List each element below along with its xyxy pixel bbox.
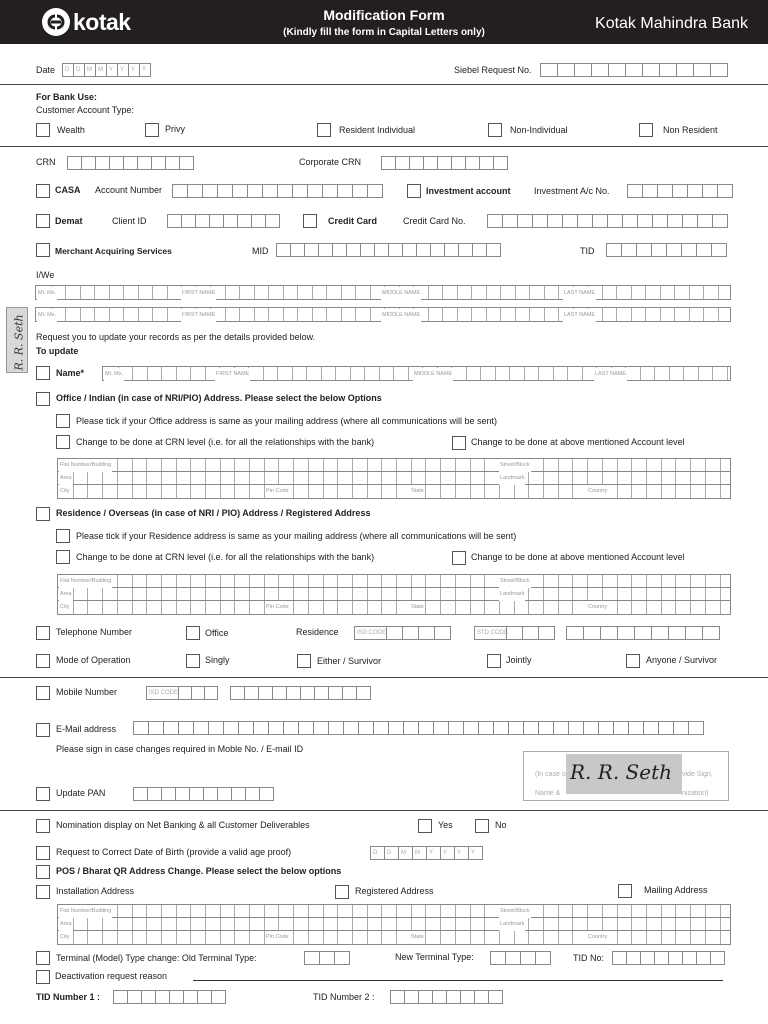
email-cell[interactable] bbox=[388, 721, 404, 735]
cell-divider bbox=[544, 286, 545, 299]
date-cell[interactable]: Y bbox=[128, 63, 140, 77]
cell-divider bbox=[553, 367, 554, 380]
telephone-label: Telephone Number bbox=[56, 627, 133, 637]
email-cell[interactable] bbox=[643, 721, 659, 735]
office-phone-label: Office bbox=[205, 628, 229, 638]
cell-divider bbox=[480, 367, 481, 380]
date-input[interactable] bbox=[62, 63, 150, 77]
cell-divider bbox=[94, 308, 95, 321]
form-title: Modification Form bbox=[323, 7, 445, 23]
cell-divider bbox=[326, 286, 327, 299]
non-individual-checkbox[interactable] bbox=[488, 123, 502, 137]
cell-divider bbox=[364, 367, 365, 380]
singly-checkbox[interactable] bbox=[186, 654, 200, 668]
cell-divider bbox=[408, 367, 409, 380]
cell-divider bbox=[645, 286, 646, 299]
email-cell[interactable] bbox=[598, 721, 614, 735]
bank-name: Kotak Mahindra Bank bbox=[595, 15, 748, 32]
pos-title: POS / Bharat QR Address Change. Please select the below options bbox=[56, 866, 342, 876]
cell-divider bbox=[292, 367, 293, 380]
account-number-label: Account Number bbox=[95, 185, 163, 195]
siebel-label: Siebel Request No. bbox=[454, 65, 532, 75]
cell-divider bbox=[509, 367, 510, 380]
email-cell[interactable] bbox=[313, 721, 329, 735]
cell-divider bbox=[703, 286, 704, 299]
email-cell[interactable] bbox=[448, 721, 464, 735]
singly-label: Singly bbox=[205, 655, 230, 665]
cell-divider bbox=[138, 308, 139, 321]
date-cell[interactable]: M bbox=[84, 63, 96, 77]
casa-checkbox[interactable] bbox=[36, 184, 50, 198]
installation-address-label: Installation Address bbox=[56, 886, 135, 896]
office-same-mailing-checkbox[interactable] bbox=[56, 414, 70, 428]
cell-divider bbox=[263, 367, 264, 380]
nomination-yes-checkbox[interactable] bbox=[418, 819, 432, 833]
office-crn-level-checkbox[interactable] bbox=[56, 435, 70, 449]
either-survivor-checkbox[interactable] bbox=[297, 654, 311, 668]
dob-checkbox[interactable] bbox=[36, 846, 50, 860]
dob-label: Request to Correct Date of Birth (provide a valid age proof) bbox=[56, 847, 292, 857]
tid-input[interactable] bbox=[606, 243, 726, 257]
office-address-checkbox[interactable] bbox=[36, 392, 50, 406]
cell-divider bbox=[65, 308, 66, 321]
office-account-level-label: Change to be done at above mentioned Account level bbox=[471, 437, 685, 447]
cell-divider bbox=[132, 367, 133, 380]
cell-divider bbox=[306, 367, 307, 380]
cell-divider bbox=[109, 286, 110, 299]
cell-divider bbox=[645, 308, 646, 321]
email-cell[interactable] bbox=[223, 721, 239, 735]
cell-divider bbox=[341, 286, 342, 299]
phone-isd-input[interactable]: ISD CODE bbox=[354, 626, 450, 640]
tid-number-1-input[interactable] bbox=[113, 990, 225, 1004]
cell-divider bbox=[471, 286, 472, 299]
office-same-mailing-label: Please tick if your Office address is same as your mailing address (where all communications will be sent) bbox=[76, 416, 498, 426]
cell-divider bbox=[698, 367, 699, 380]
wealth-label: Wealth bbox=[57, 125, 85, 135]
residence-address-checkbox[interactable] bbox=[36, 507, 50, 521]
non-resident-checkbox[interactable] bbox=[639, 123, 653, 137]
divider bbox=[0, 677, 768, 678]
cell-divider bbox=[94, 286, 95, 299]
email-cell[interactable] bbox=[328, 721, 344, 735]
anyone-survivor-checkbox[interactable] bbox=[626, 654, 640, 668]
applicant-1-name-input[interactable]: Mr. Ms. FIRST NAME MIDDLE NAME LAST NAME bbox=[35, 285, 731, 300]
credit-card-checkbox[interactable] bbox=[303, 214, 317, 228]
email-cell[interactable] bbox=[493, 721, 509, 735]
cell-divider bbox=[442, 308, 443, 321]
cell-divider bbox=[486, 308, 487, 321]
investment-account-label: Investment account bbox=[426, 186, 511, 196]
siebel-input[interactable] bbox=[540, 63, 727, 77]
jointly-checkbox[interactable] bbox=[487, 654, 501, 668]
email-cell[interactable] bbox=[178, 721, 194, 735]
email-label: E-Mail address bbox=[56, 724, 117, 734]
date-label: Date bbox=[36, 65, 56, 75]
pan-input[interactable] bbox=[133, 787, 273, 801]
cell-divider bbox=[123, 308, 124, 321]
email-cell[interactable] bbox=[523, 721, 539, 735]
cell-divider bbox=[205, 367, 206, 380]
cell-divider bbox=[558, 308, 559, 321]
cell-divider bbox=[640, 367, 641, 380]
investment-no-input[interactable] bbox=[627, 184, 732, 198]
account-number-input[interactable] bbox=[172, 184, 382, 198]
name-checkbox[interactable] bbox=[36, 366, 50, 380]
cell-divider bbox=[254, 286, 255, 299]
investment-no-label: Investment A/c No. bbox=[534, 186, 610, 196]
date-cell[interactable]: D bbox=[62, 63, 74, 77]
client-id-label: Client ID bbox=[112, 216, 147, 226]
residence-address-grid[interactable]: Flat Number/Building Street/Block Area Landmark City Pin Code State Country bbox=[57, 574, 731, 615]
cell-divider bbox=[123, 286, 124, 299]
residence-address-title: Residence / Overseas (in case of NRI / PIO) Address / Registered Address bbox=[56, 508, 371, 518]
terminal-type-checkbox[interactable] bbox=[36, 951, 50, 965]
iwe-label: I/We bbox=[36, 270, 55, 280]
mobile-label: Mobile Number bbox=[56, 687, 118, 697]
email-cell[interactable] bbox=[373, 721, 389, 735]
cell-divider bbox=[393, 367, 394, 380]
residence-crn-level-label: Change to be done at CRN level (i.e. for all the relationships with the bank) bbox=[76, 552, 375, 562]
cell-divider bbox=[321, 367, 322, 380]
cell-divider bbox=[674, 308, 675, 321]
cell-divider bbox=[152, 308, 153, 321]
email-cell[interactable] bbox=[268, 721, 284, 735]
residence-same-mailing-checkbox[interactable] bbox=[56, 529, 70, 543]
email-cell[interactable] bbox=[418, 721, 434, 735]
email-cell[interactable] bbox=[553, 721, 569, 735]
cell-divider bbox=[326, 308, 327, 321]
merchant-checkbox[interactable] bbox=[36, 243, 50, 257]
cell-divider bbox=[660, 286, 661, 299]
cell-divider bbox=[268, 286, 269, 299]
cell-divider bbox=[466, 367, 467, 380]
nomination-checkbox[interactable] bbox=[36, 819, 50, 833]
cell-divider bbox=[471, 308, 472, 321]
office-address-title: Office / Indian (in case of NRI/PIO) Address. Please select the below Options bbox=[56, 393, 382, 403]
cell-divider bbox=[669, 367, 670, 380]
nomination-no-checkbox[interactable] bbox=[475, 819, 489, 833]
office-crn-level-label: Change to be done at CRN level (i.e. for all the relationships with the bank) bbox=[76, 437, 375, 447]
cell-divider bbox=[616, 308, 617, 321]
privy-checkbox[interactable] bbox=[145, 123, 159, 137]
residence-account-level-label: Change to be done at above mentioned Account level bbox=[471, 552, 685, 562]
pos-checkbox[interactable] bbox=[36, 865, 50, 879]
cell-divider bbox=[283, 308, 284, 321]
cell-divider bbox=[268, 308, 269, 321]
update-pan-checkbox[interactable] bbox=[36, 787, 50, 801]
email-cell[interactable] bbox=[688, 721, 704, 735]
registered-address-checkbox[interactable] bbox=[335, 885, 349, 899]
cell-divider bbox=[379, 367, 380, 380]
email-cell[interactable] bbox=[253, 721, 269, 735]
date-cell[interactable]: Y bbox=[139, 63, 151, 77]
cell-divider bbox=[65, 286, 66, 299]
cell-divider bbox=[500, 286, 501, 299]
demat-label: Demat bbox=[55, 216, 83, 226]
cell-divider bbox=[147, 367, 148, 380]
cell-divider bbox=[567, 367, 568, 380]
cell-divider bbox=[457, 308, 458, 321]
dob-input[interactable]: D D M M Y Y Y Y bbox=[370, 846, 482, 860]
cell-divider bbox=[529, 308, 530, 321]
side-signature-image: R. R. Seth bbox=[6, 307, 28, 373]
cell-divider bbox=[703, 308, 704, 321]
sign-note: Please sign in case changes required in Moble No. / E-mail ID bbox=[56, 744, 304, 754]
cell-divider bbox=[283, 286, 284, 299]
cell-divider bbox=[631, 286, 632, 299]
new-terminal-type-input[interactable] bbox=[490, 951, 550, 965]
cell-divider bbox=[654, 367, 655, 380]
tid-no-label: TID No: bbox=[573, 953, 605, 963]
cell-divider bbox=[538, 367, 539, 380]
deactivation-label: Deactivation request reason bbox=[55, 971, 168, 981]
office-address-grid[interactable]: Flat Number/Building Street/Block Area Landmark City Pin Code State Country bbox=[57, 458, 731, 499]
residence-phone-label: Residence bbox=[296, 627, 339, 637]
crn-label: CRN bbox=[36, 157, 56, 167]
divider bbox=[0, 146, 768, 147]
email-cell[interactable] bbox=[163, 721, 179, 735]
tid-number-2-input[interactable] bbox=[390, 990, 502, 1004]
date-cell[interactable]: Y bbox=[106, 63, 118, 77]
cell-divider bbox=[674, 286, 675, 299]
mobile-checkbox[interactable] bbox=[36, 686, 50, 700]
cell-divider bbox=[341, 308, 342, 321]
email-cell[interactable] bbox=[283, 721, 299, 735]
email-cell[interactable] bbox=[583, 721, 599, 735]
cell-divider bbox=[495, 367, 496, 380]
date-cell[interactable]: M bbox=[95, 63, 107, 77]
email-cell[interactable] bbox=[358, 721, 374, 735]
cell-divider bbox=[239, 308, 240, 321]
cell-divider bbox=[225, 308, 226, 321]
jointly-label: Jointly bbox=[506, 655, 532, 665]
mid-input[interactable] bbox=[276, 243, 500, 257]
merchant-label: Merchant Acquiring Services bbox=[55, 246, 172, 256]
cell-divider bbox=[277, 367, 278, 380]
form-subtitle: (Kindly fill the form in Capital Letters only) bbox=[283, 27, 485, 38]
cell-divider bbox=[239, 286, 240, 299]
residence-crn-level-checkbox[interactable] bbox=[56, 550, 70, 564]
cell-divider bbox=[582, 367, 583, 380]
terminal-type-label: Terminal (Model) Type change: Old Terminal Type: bbox=[56, 953, 257, 963]
wealth-checkbox[interactable] bbox=[36, 123, 50, 137]
request-text: Request you to update your records as per the details provided below. bbox=[36, 332, 316, 342]
tid-label: TID bbox=[580, 246, 595, 256]
cell-divider bbox=[312, 286, 313, 299]
old-terminal-type-input[interactable] bbox=[304, 951, 349, 965]
corporate-crn-input[interactable] bbox=[381, 156, 507, 170]
cell-divider bbox=[602, 308, 603, 321]
cell-divider bbox=[442, 286, 443, 299]
credit-card-label: Credit Card bbox=[328, 216, 378, 226]
update-pan-label: Update PAN bbox=[56, 788, 106, 798]
office-account-level-checkbox[interactable] bbox=[452, 436, 466, 450]
mobile-isd-input[interactable]: ISD CODE bbox=[146, 686, 217, 700]
privy-label: Privy bbox=[165, 124, 185, 134]
office-phone-checkbox[interactable] bbox=[186, 626, 200, 640]
mode-of-operation-label: Mode of Operation bbox=[56, 655, 131, 665]
to-update-label: To update bbox=[36, 346, 79, 356]
registered-address-label: Registered Address bbox=[355, 886, 434, 896]
cell-divider bbox=[529, 286, 530, 299]
new-terminal-type-label: New Terminal Type: bbox=[395, 952, 474, 962]
cell-divider bbox=[660, 308, 661, 321]
divider bbox=[0, 810, 768, 811]
cell-divider bbox=[355, 308, 356, 321]
credit-card-no-input[interactable] bbox=[487, 214, 727, 228]
cell-divider bbox=[167, 286, 168, 299]
non-resident-label: Non Resident bbox=[663, 125, 718, 135]
date-cell[interactable]: D bbox=[73, 63, 85, 77]
cell-divider bbox=[616, 286, 617, 299]
cell-divider bbox=[80, 286, 81, 299]
cell-divider bbox=[161, 367, 162, 380]
cell-divider bbox=[544, 308, 545, 321]
cell-divider bbox=[350, 367, 351, 380]
cell-divider bbox=[312, 308, 313, 321]
mailing-address-label: Mailing Address bbox=[644, 885, 708, 895]
cell-divider bbox=[109, 308, 110, 321]
email-cell[interactable] bbox=[568, 721, 584, 735]
resident-individual-checkbox[interactable] bbox=[317, 123, 331, 137]
cell-divider bbox=[80, 308, 81, 321]
cell-divider bbox=[176, 367, 177, 380]
email-cell[interactable] bbox=[433, 721, 449, 735]
cell-divider bbox=[225, 286, 226, 299]
email-cell[interactable] bbox=[343, 721, 359, 735]
signature-box[interactable]: (In case o vide Sign, Name & nization) R. R. Seth bbox=[523, 751, 729, 801]
email-cell[interactable] bbox=[403, 721, 419, 735]
cell-divider bbox=[524, 367, 525, 380]
cell-divider bbox=[370, 308, 371, 321]
investment-account-checkbox[interactable] bbox=[407, 184, 421, 198]
casa-label: CASA bbox=[55, 185, 81, 195]
mode-of-operation-checkbox[interactable] bbox=[36, 654, 50, 668]
email-cell[interactable] bbox=[298, 721, 314, 735]
email-cell[interactable] bbox=[673, 721, 689, 735]
cell-divider bbox=[370, 286, 371, 299]
email-cell[interactable] bbox=[133, 721, 149, 735]
cell-divider bbox=[727, 367, 728, 380]
cell-divider bbox=[718, 286, 719, 299]
corporate-crn-label: Corporate CRN bbox=[299, 157, 362, 167]
cell-divider bbox=[297, 286, 298, 299]
email-cell[interactable] bbox=[613, 721, 629, 735]
cell-divider bbox=[689, 308, 690, 321]
cell-divider bbox=[486, 286, 487, 299]
anyone-survivor-label: Anyone / Survivor bbox=[646, 655, 718, 665]
mailing-address-checkbox[interactable] bbox=[618, 884, 632, 898]
email-cell[interactable] bbox=[658, 721, 674, 735]
non-individual-label: Non-Individual bbox=[510, 125, 568, 135]
cell-divider bbox=[152, 286, 153, 299]
resident-individual-label: Resident Individual bbox=[339, 125, 416, 135]
cell-divider bbox=[138, 286, 139, 299]
tid-number-1-label: TID Number 1 : bbox=[36, 992, 101, 1002]
cell-divider bbox=[297, 308, 298, 321]
cell-divider bbox=[167, 308, 168, 321]
email-cell[interactable] bbox=[628, 721, 644, 735]
deactivation-reason-line[interactable] bbox=[193, 980, 723, 981]
cell-divider bbox=[515, 286, 516, 299]
bank-use-title: For Bank Use: bbox=[36, 92, 98, 102]
cell-divider bbox=[335, 367, 336, 380]
telephone-checkbox[interactable] bbox=[36, 626, 50, 640]
email-cell[interactable] bbox=[208, 721, 224, 735]
credit-card-no-label: Credit Card No. bbox=[403, 216, 466, 226]
email-cell[interactable] bbox=[478, 721, 494, 735]
email-cell[interactable] bbox=[463, 721, 479, 735]
cell-divider bbox=[355, 286, 356, 299]
brand-name: kotak bbox=[73, 9, 131, 35]
cell-divider bbox=[457, 286, 458, 299]
cell-divider bbox=[718, 308, 719, 321]
account-type-label: Customer Account Type: bbox=[36, 105, 134, 115]
mobile-number-input[interactable] bbox=[230, 686, 370, 700]
crn-input[interactable] bbox=[67, 156, 193, 170]
cell-divider bbox=[631, 308, 632, 321]
cell-divider bbox=[683, 367, 684, 380]
either-survivor-label: Either / Survivor bbox=[317, 656, 382, 666]
email-cell[interactable] bbox=[238, 721, 254, 735]
email-input[interactable] bbox=[133, 721, 703, 735]
name-label: Name* bbox=[56, 368, 85, 378]
phone-number-input[interactable] bbox=[566, 626, 719, 640]
nomination-label: Nomination display on Net Banking & all Customer Deliverables bbox=[56, 820, 310, 830]
cell-divider bbox=[428, 308, 429, 321]
tid-no-input[interactable] bbox=[612, 951, 724, 965]
cell-divider bbox=[500, 308, 501, 321]
residence-account-level-checkbox[interactable] bbox=[452, 551, 466, 565]
residence-same-mailing-label: Please tick if your Residence address is same as your mailing address (where all communications will be sent) bbox=[76, 531, 517, 541]
email-cell[interactable] bbox=[193, 721, 209, 735]
deactivation-checkbox[interactable] bbox=[36, 970, 50, 984]
cell-divider bbox=[515, 308, 516, 321]
installation-address-checkbox[interactable] bbox=[36, 885, 50, 899]
applicant-2-name-input[interactable]: Mr. Ms. FIRST NAME MIDDLE NAME LAST NAME bbox=[35, 307, 731, 322]
nomination-no-label: No bbox=[495, 820, 507, 830]
cell-divider bbox=[602, 286, 603, 299]
phone-std-input[interactable]: STD CODE bbox=[474, 626, 554, 640]
client-id-input[interactable] bbox=[167, 214, 279, 228]
cell-divider bbox=[558, 286, 559, 299]
cell-divider bbox=[689, 286, 690, 299]
email-cell[interactable] bbox=[508, 721, 524, 735]
new-name-input[interactable]: Mr. Ms. FIRST NAME MIDDLE NAME LAST NAME bbox=[102, 366, 731, 381]
form-header bbox=[0, 0, 768, 44]
mid-label: MID bbox=[252, 246, 269, 256]
tid-number-2-label: TID Number 2 : bbox=[313, 992, 375, 1002]
email-checkbox[interactable] bbox=[36, 723, 50, 737]
demat-checkbox[interactable] bbox=[36, 214, 50, 228]
email-cell[interactable] bbox=[148, 721, 164, 735]
date-cell[interactable]: Y bbox=[117, 63, 129, 77]
divider bbox=[0, 84, 768, 85]
cell-divider bbox=[712, 367, 713, 380]
cell-divider bbox=[190, 367, 191, 380]
cell-divider bbox=[428, 286, 429, 299]
nomination-yes-label: Yes bbox=[438, 820, 453, 830]
pos-address-grid[interactable]: Flat Number/Building Street/Block Area Landmark City Pin Code State Country bbox=[57, 904, 731, 945]
signature-image: R. R. Seth bbox=[566, 754, 682, 794]
cell-divider bbox=[254, 308, 255, 321]
email-cell[interactable] bbox=[538, 721, 554, 735]
